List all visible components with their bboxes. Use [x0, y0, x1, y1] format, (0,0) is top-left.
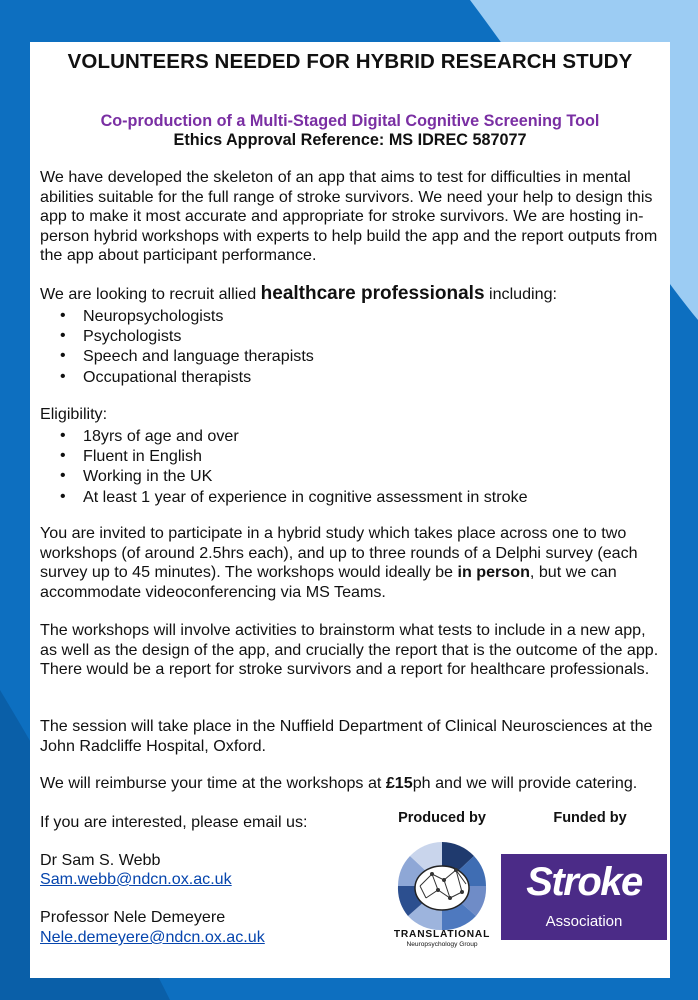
produced-by-label: Produced by — [398, 810, 486, 826]
email-link-demeyere[interactable]: Nele.demeyere@ndcn.ox.ac.uk — [40, 928, 265, 946]
reimburse-paragraph: We will reimburse your time at the workshops at £15ph and we will provide catering. — [40, 774, 638, 792]
location-paragraph: The session will take place in the Nuffield Department of Clinical Neurosciences at the John Radcliffe Hospital, Oxford. — [40, 717, 653, 755]
invite-paragraph: You are invited to participate in a hybrid study which takes place across one to two workshops (of around 2.5hrs each), and up to three rounds of a Delphi survey (each survey up to 45 minutes). The workshops would ideally be in person, but we can accommodate videoconferencing via MS Teams. — [40, 524, 638, 601]
stroke-subtitle: Association — [545, 913, 623, 930]
contact-name: Dr Sam S. Webb — [40, 851, 161, 869]
list-item: • At least 1 year of experience in cognitive assessment in stroke — [60, 487, 528, 507]
page-title: VOLUNTEERS NEEDED FOR HYBRID RESEARCH STUDY — [67, 50, 633, 73]
list-item: • Psychologists — [60, 326, 314, 346]
in-person-emphasis: in person — [457, 563, 530, 581]
email-link-webb[interactable]: Sam.webb@ndcn.ox.ac.uk — [40, 870, 232, 888]
profession-list — [60, 306, 314, 387]
list-item: • 18yrs of age and over — [60, 426, 528, 446]
flyer-card — [30, 42, 670, 978]
rate-emphasis: £15 — [385, 774, 413, 792]
stroke-association-logo — [501, 854, 667, 940]
translational-logo-text — [378, 929, 506, 948]
translational-wordmark: TRANSLATIONAL — [393, 929, 491, 940]
stroke-wordmark: Stroke — [526, 860, 642, 904]
contact-email-line — [40, 870, 370, 890]
eligibility-list — [60, 426, 528, 507]
list-item: • Neuropsychologists — [60, 306, 314, 326]
list-item: • Speech and language therapists — [60, 346, 314, 366]
list-item: • Occupational therapists — [60, 367, 314, 387]
recruit-paragraph: We are looking to recruit allied healthcare professionals including: — [40, 283, 558, 304]
list-item: • Working in the UK — [60, 466, 528, 486]
ethics-reference: Ethics Approval Reference: MS IDREC 587077 — [173, 131, 527, 149]
contact-email-line — [40, 928, 370, 948]
intro-paragraph: We have developed the skeleton of an app that aims to test for difficulties in mental abilities suitable for the full range of stroke survivors. We need your help to design this app to make it most accurate and appropriate for stroke survivors. We are hosting in-person hybrid workshops with experts to help build the app and the report outputs from the app about participant performance. — [40, 168, 658, 264]
contact-intro: If you are interested, please email us: — [40, 813, 308, 831]
list-item: • Fluent in English — [60, 446, 528, 466]
workshops-paragraph: The workshops will involve activities to brainstorm what tests to include in a new app, as well as the design of the app, and crucially the report that is the outcome of the app. There would be a report for stroke survivors and a report for healthcare professionals. — [40, 621, 659, 678]
translational-subtitle: Neuropsychology Group — [406, 941, 478, 948]
contact-name: Professor Nele Demeyere — [40, 908, 226, 926]
funded-by-label: Funded by — [553, 810, 627, 826]
recruit-highlight: healthcare professionals — [260, 283, 485, 304]
study-subtitle: Co-production of a Multi-Staged Digital Cognitive Screening Tool — [100, 112, 600, 130]
eligibility-label: Eligibility: — [40, 405, 108, 423]
